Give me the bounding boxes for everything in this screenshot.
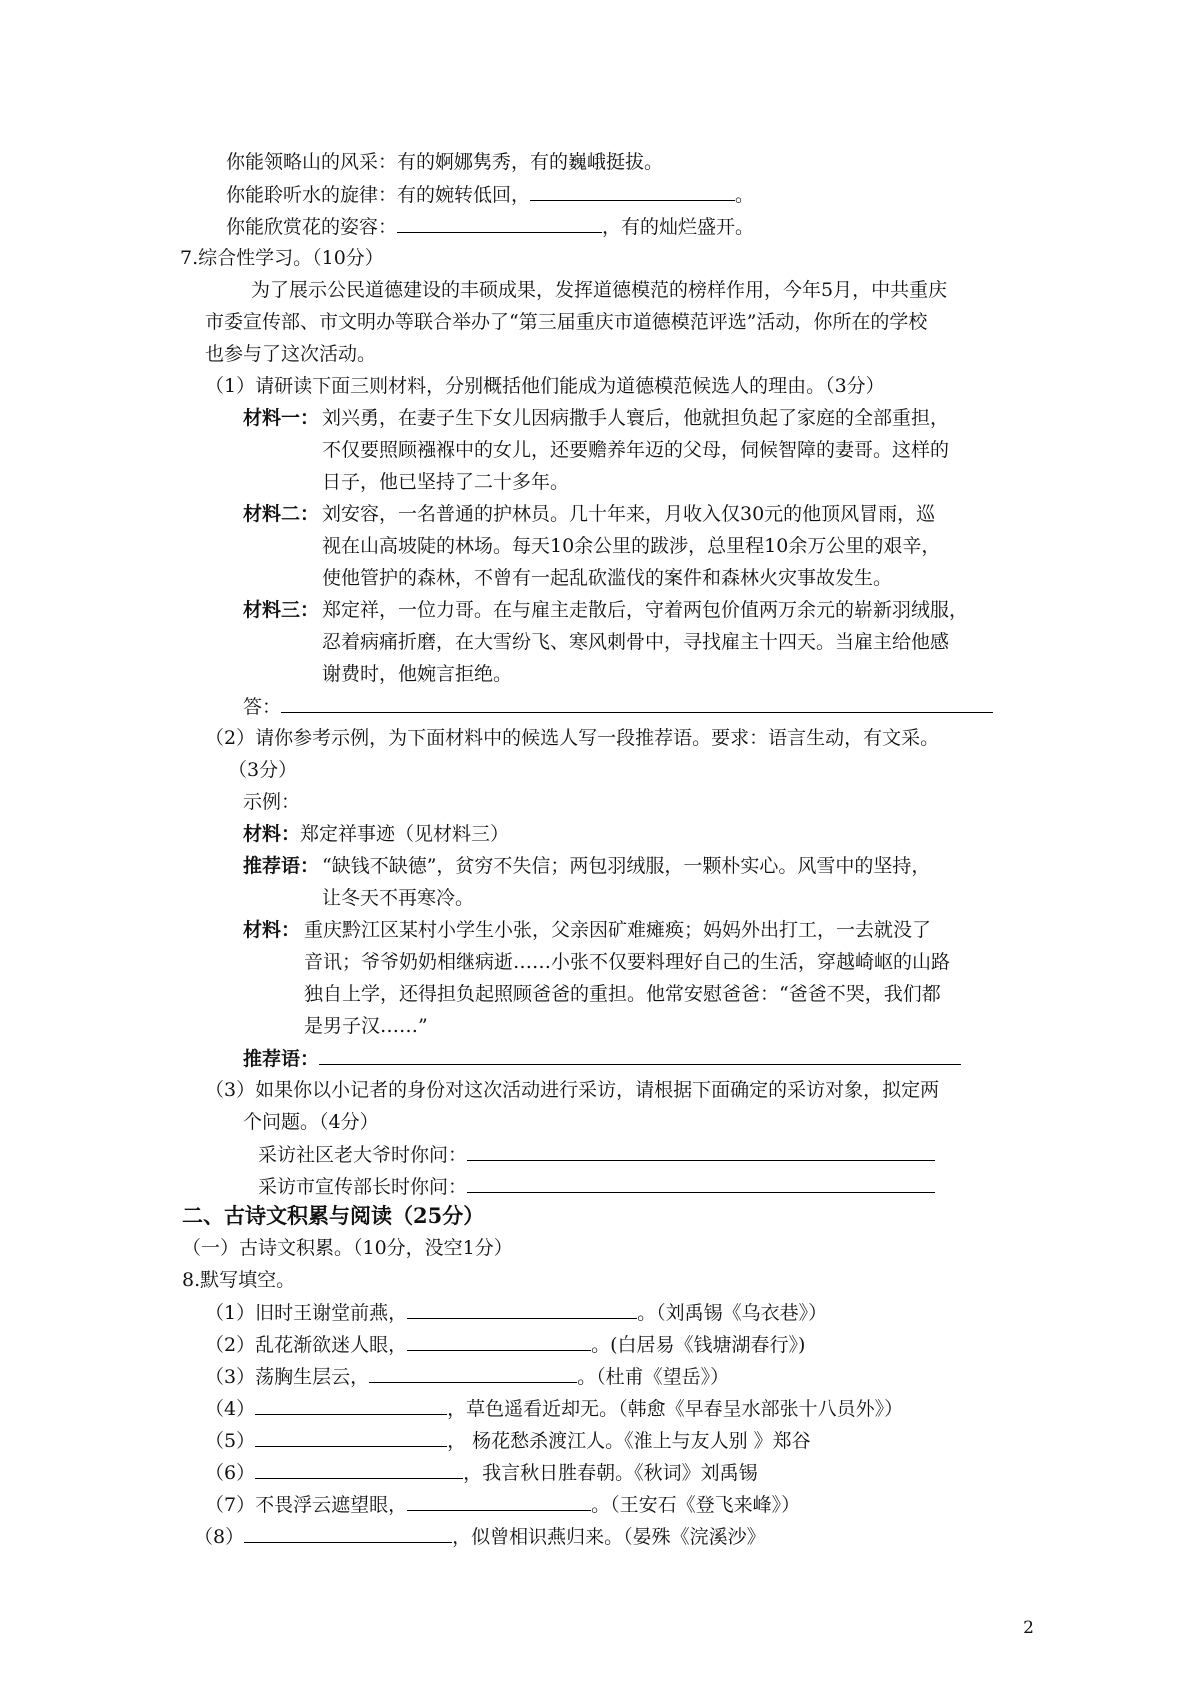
answer-blank[interactable]: [530, 182, 735, 201]
material-1-label: 材料一：: [243, 407, 320, 429]
answer-blank[interactable]: [255, 1428, 447, 1447]
material-2-line: 刘安容，一名普通的护林员。几十年来，月收入仅30元的他顶风冒雨，巡: [322, 503, 936, 525]
intro-line-flower: 你能欣赏花的姿容： ，有的灿烂盛开。: [226, 216, 755, 238]
answer-line: 答：: [243, 694, 993, 719]
section-2-sub: （一）古诗文积累。（10分，没空1分）: [182, 1237, 513, 1259]
fill-item-6: （6） ，我言秋日胜春朝。《秋词》刘禹锡: [205, 1462, 758, 1484]
answer-blank[interactable]: [407, 1300, 637, 1319]
material-1-line: 日子，他已坚持了二十多年。: [322, 471, 570, 493]
section-2-title: 二、古诗文积累与阅读（25分）: [182, 1203, 485, 1228]
candidate-material-line: 重庆黔江区某村小学生小张，父亲因矿难瘫痪；妈妈外出打工，一去就没了: [304, 919, 932, 941]
example-label: 示例：: [243, 791, 301, 813]
q7-paragraph-line: 为了展示公民道德建设的丰硕成果，发挥道德模范的榜样作用，今年5月，中共重庆: [251, 279, 948, 301]
answer-blank[interactable]: [467, 1142, 935, 1161]
candidate-material-label: 材料：: [243, 919, 301, 941]
interview-line-1: 采访社区老大爷时你问：: [258, 1142, 935, 1167]
q7-paragraph-line: 市委宣传部、市文明办等联合举办了“第三届重庆市道德模范评选”活动，你所在的学校: [205, 311, 928, 333]
recommendation-line: 推荐语：: [243, 1046, 961, 1071]
fill-item-7: （7）不畏浮云遮望眼， 。（王安石《登飞来峰》）: [205, 1494, 801, 1516]
intro-line-mountain: 你能领略山的风采：有的婀娜隽秀，有的巍峨挺拔。: [226, 151, 664, 173]
material-3-line: 忍着病痛折磨，在大雪纷飞、寒风刺骨中，寻找雇主十四天。当雇主给他感: [322, 631, 950, 653]
fill-item-2: （2）乱花渐欲迷人眼， 。(白居易《钱塘湖春行》): [205, 1334, 806, 1356]
material-2-label: 材料二：: [243, 503, 320, 525]
q7-sub3: （3）如果你以小记者的身份对这次活动进行采访，请根据下面确定的采访对象，拟定两: [205, 1079, 940, 1101]
q7-paragraph-line: 也参与了这次活动。: [205, 343, 377, 365]
fill-item-5: （5） ， 杨花愁杀渡江人。《淮上与友人别 》郑谷: [205, 1430, 811, 1452]
q7-sub2-score: （3分）: [228, 759, 298, 781]
answer-blank[interactable]: [407, 1332, 591, 1351]
answer-blank[interactable]: [244, 1524, 452, 1543]
answer-blank[interactable]: [397, 214, 602, 233]
material-1-line: 刘兴勇，在妻子生下女儿因病撒手人寰后，他就担负起了家庭的全部重担，: [322, 407, 950, 429]
answer-blank[interactable]: [319, 1046, 961, 1065]
candidate-material-line: 音讯；爷爷奶奶相继病逝……小张不仅要料理好自己的生活，穿越崎岖的山路: [304, 951, 951, 973]
answer-blank[interactable]: [255, 1396, 447, 1415]
material-3-line: 郑定祥，一位力哥。在与雇主走散后，守着两包价值两万余元的崭新羽绒服，: [322, 599, 969, 621]
answer-blank[interactable]: [369, 1364, 577, 1383]
question-8-title: 8.默写填空。: [182, 1269, 296, 1291]
example-rec-line: 让冬天不再寒冷。: [322, 887, 475, 909]
candidate-material-line: 独自上学，还得担负起照顾爸爸的重担。他常安慰爸爸：“爸爸不哭，我们都: [304, 983, 941, 1005]
material-2-line: 使他管护的森林，不曾有一起乱砍滥伐的案件和森林火灾事故发生。: [322, 567, 893, 589]
fill-item-3: （3）荡胸生层云， 。（杜甫《望岳》）: [205, 1366, 730, 1388]
example-rec-line: “缺钱不缺德”，贫穷不失信；两包羽绒服，一颗朴实心。风雪中的坚持，: [322, 855, 931, 877]
q7-sub3-cont: 个问题。（4分）: [243, 1111, 379, 1133]
q7-sub2: （2）请你参考示例，为下面材料中的候选人写一段推荐语。要求：语言生动，有文采。: [205, 727, 940, 749]
fill-item-8: （8） ，似曾相识燕归来。（晏殊《浣溪沙》: [194, 1526, 766, 1548]
material-3-line: 谢费时，他婉言拒绝。: [322, 663, 513, 685]
example-rec-label: 推荐语：: [243, 855, 320, 877]
answer-blank[interactable]: [255, 1460, 463, 1479]
q7-sub1: （1）请研读下面三则材料，分别概括他们能成为道德模范候选人的理由。（3分）: [205, 375, 885, 397]
candidate-material-line: 是男子汉……”: [304, 1015, 428, 1037]
page-number: 2: [1023, 1618, 1034, 1638]
material-3-label: 材料三：: [243, 599, 320, 621]
answer-blank[interactable]: [407, 1492, 591, 1511]
material-1-line: 不仅要照顾襁褓中的女儿，还要赡养年迈的父母，伺候智障的妻哥。这样的: [322, 439, 950, 461]
fill-item-4: （4） ，草色遥看近却无。（韩愈《早春呈水部张十八员外》）: [205, 1398, 904, 1420]
fill-item-1: （1）旧时王谢堂前燕， 。（刘禹锡《乌衣巷》）: [205, 1302, 828, 1324]
material-2-line: 视在山高坡陡的林场。每天10余公里的跋涉，总里程10余万公里的艰辛，: [322, 535, 941, 557]
answer-blank[interactable]: [467, 1174, 935, 1193]
answer-blank[interactable]: [281, 694, 993, 713]
example-material: 材料：郑定祥事迹（见材料三）: [243, 823, 510, 845]
interview-line-2: 采访市宣传部长时你问：: [258, 1174, 935, 1199]
intro-line-water: 你能聆听水的旋律：有的婉转低回， 。: [226, 184, 755, 206]
question-7-title: 7.综合性学习。（10分）: [180, 247, 384, 269]
